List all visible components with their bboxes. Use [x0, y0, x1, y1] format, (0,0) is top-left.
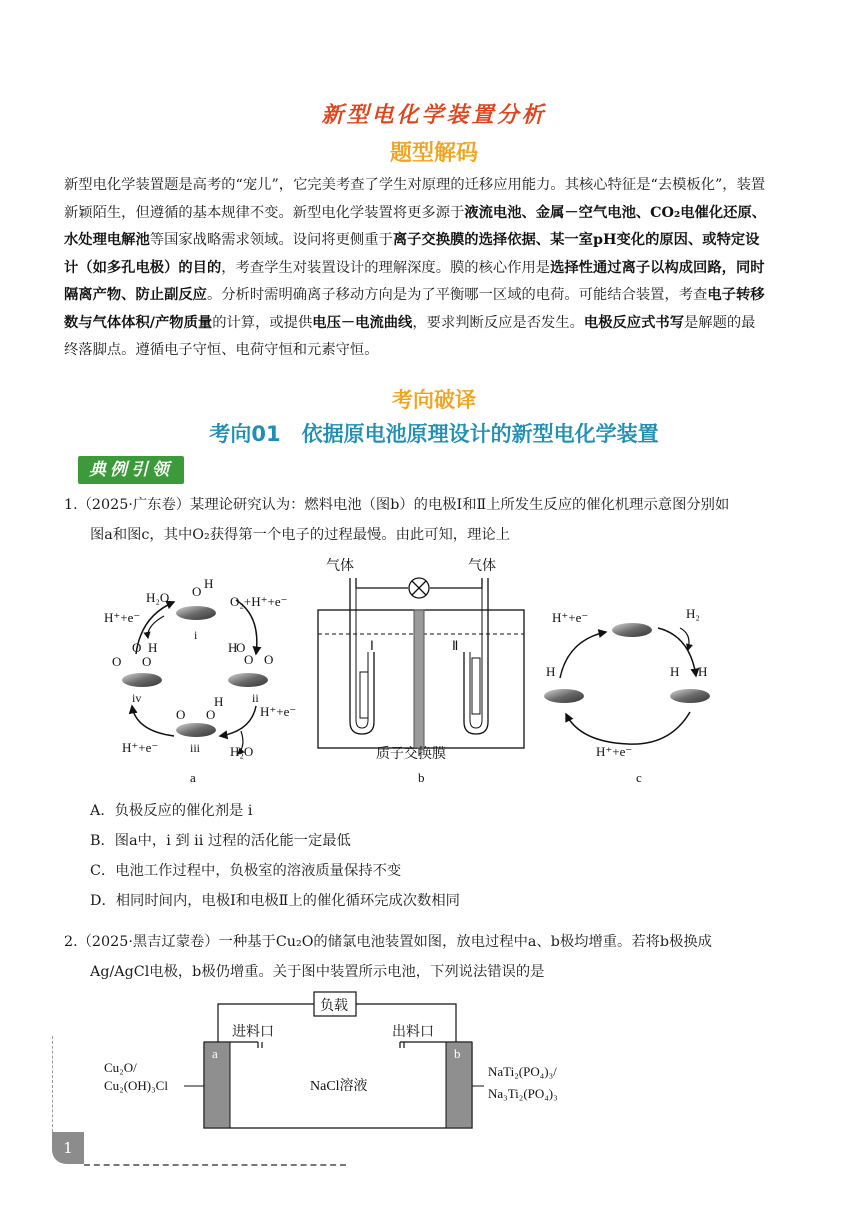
intro-bold: 离子交换膜的选择依据、某一室pH变化的原因、或特定设 [392, 232, 760, 248]
intro-paragraph [64, 172, 804, 365]
q1-stem-line1: 1.（2025·广东卷）某理论研究认为：燃料电池（图b）的电极Ⅰ和Ⅱ上所发生反应的催化机理示意图分别如 [64, 497, 730, 513]
intro-bold: 水处理电解池 [64, 232, 150, 248]
intro-line: 新型电化学装置题是高考的“宠儿”，它完美考查了学生对原理的迁移应用能力。其核心特征是“去模板化”，装置 [64, 177, 766, 193]
label: iii [190, 741, 201, 755]
label: H₂ [686, 606, 700, 621]
intro-line: 等国家战略需求领域。设问将更侧重于 [149, 232, 393, 248]
intro-line: 。分析时需明确离子移动方向是为了平衡哪一区域的电荷。可能结合装置，考查 [206, 287, 708, 303]
inlet-label[interactable]: 进料口 [232, 1025, 274, 1040]
label: H⁺+e⁻ [552, 610, 589, 625]
label: iv [132, 691, 142, 705]
intro-line: 新颖陌生，但遵循的基本规律不变。新型电化学装置将更多源于 [64, 204, 465, 221]
figure-caption: c [636, 770, 642, 785]
page-title: 新型电化学装置分析 [321, 102, 547, 128]
label: O [264, 652, 274, 667]
electrode-label: Ⅰ [370, 638, 374, 653]
label: H [148, 640, 158, 655]
material-label: Cu₂(OH)₃Cl [104, 1078, 168, 1093]
label: H⁺+e⁻ [122, 740, 159, 755]
label: O [192, 584, 202, 599]
figure-b [312, 552, 534, 788]
load-label: 负载 [320, 999, 348, 1014]
outlet-label[interactable]: 出料口 [392, 1025, 434, 1040]
intro-line: 终落脚点。遵循电子守恒、电荷守恒和元素守恒。 [64, 342, 379, 358]
gas-label: 气体 [326, 559, 354, 574]
intro-bold: 计（如多孔电极）的目的 [64, 259, 222, 276]
catalyst-disk [612, 623, 652, 637]
label: H⁺+e⁻ [260, 704, 297, 719]
label: O [132, 640, 142, 655]
label: H [698, 664, 708, 679]
intro-bold: 数与气体体积/产物质量 [64, 314, 213, 331]
catalyst-disk [176, 723, 216, 737]
option-d[interactable]: D．相同时间内，电极Ⅰ和电极Ⅱ上的催化循环完成次数相同 [90, 893, 460, 909]
label: O [112, 654, 122, 669]
electrode-label: Ⅱ [452, 638, 459, 653]
figure-c [540, 600, 730, 788]
electrode-label: b [454, 1046, 461, 1061]
label: H [204, 576, 214, 591]
page-subtitle: 题型解码 [389, 141, 478, 166]
intro-bold: 液流电池、金属－空气电池、CO₂电催化还原、 [464, 204, 767, 221]
material-label: Cu₂O/ [104, 1060, 137, 1075]
section-title: 考向破译 [392, 388, 476, 412]
intro-bold: 选择性通过离子以构成回路，同时 [550, 259, 765, 276]
example-tag: 典例引领 [78, 456, 184, 484]
option-c[interactable]: C．电池工作过程中，负极室的溶液质量保持不变 [90, 863, 402, 879]
figure-caption: a [190, 770, 196, 785]
catalyst-disk [544, 689, 584, 703]
intro-line: 是解题的最 [684, 314, 756, 331]
q2-stem-line2: Ag/AgCl电极，b极仍增重。关于图中装置所示电池，下列说法错误的是 [90, 964, 545, 980]
intro-line: 的计算，或提供 [212, 314, 313, 331]
label: O₂+H⁺+e⁻ [230, 594, 288, 609]
label: O [206, 707, 216, 722]
label: i [194, 628, 198, 642]
solution-label: NaCl溶液 [310, 1079, 368, 1094]
intro-bold: 电子转移 [707, 287, 765, 303]
label: O [236, 640, 246, 655]
label: O [142, 654, 152, 669]
intro-bold: 电压－电流曲线 [312, 314, 413, 331]
figure-a [96, 556, 306, 786]
label: H⁺+e⁻ [596, 744, 633, 759]
label: H [228, 640, 238, 655]
intro-bold: 隔离产物、防止副反应 [64, 287, 207, 303]
label: ii [252, 691, 259, 705]
label: H [546, 664, 556, 679]
label: O [244, 652, 254, 667]
intro-line: ，考查学生对装置设计的理解深度。膜的核心作用是 [221, 259, 551, 276]
option-a[interactable]: A．负极反应的催化剂是 i [90, 803, 253, 819]
figure-q2 [100, 990, 620, 1132]
material-label: Na₃Ti₂(PO₄)₃ [488, 1086, 558, 1101]
catalyst-disk [176, 606, 216, 620]
electrode-label: a [212, 1046, 218, 1061]
q1-stem-line2: 图a和图c，其中O₂获得第一个电子的过程最慢。由此可知，理论上 [90, 527, 510, 543]
label: H [670, 664, 680, 679]
label: H [214, 694, 224, 709]
option-b[interactable]: B．图a中，i 到 ii 过程的活化能一定最低 [90, 833, 351, 849]
q2-stem-line1: 2.（2025·黑吉辽蒙卷）一种基于Cu₂O的储氯电池装置如图，放电过程中a、b极均增重。若将b极换成 [64, 934, 712, 950]
proton-membrane [414, 610, 424, 748]
label: H₂O [230, 744, 254, 759]
intro-line: ，要求判断反应是否发生。 [412, 314, 584, 331]
gas-label: 气体 [468, 559, 496, 574]
section-subtitle: 考向01 依据原电池原理设计的新型电化学装置 [209, 422, 659, 446]
material-label: NaTi₂(PO₄)₃/ [488, 1064, 557, 1079]
intro-bold: 电极反应式书写 [583, 314, 684, 331]
page-number: 1 [52, 1132, 84, 1164]
label: O [176, 707, 186, 722]
catalyst-disk [228, 673, 268, 687]
catalyst-disk [122, 673, 162, 687]
figure-caption: b [418, 770, 425, 785]
label: H₂O [146, 590, 170, 605]
label: H⁺+e⁻ [104, 610, 141, 625]
margin-line [52, 1036, 53, 1132]
membrane-label: 质子交换膜 [376, 747, 446, 762]
footer-dashed-line [84, 1164, 346, 1166]
catalyst-disk [670, 689, 710, 703]
